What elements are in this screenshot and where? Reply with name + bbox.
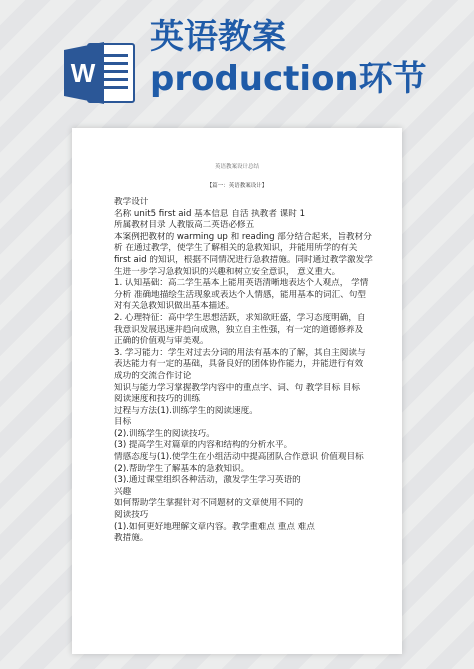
document-line: 2. 心理特征：高中学生思想活跃，求知欲旺盛，学习态度明确，自 xyxy=(114,312,366,323)
document-line: 对有关急救知识做出基本描述。 xyxy=(114,301,235,312)
document-line: 我意识发展迅速并趋向成熟，独立自主性强，有一定的道德修养及 xyxy=(114,324,364,335)
document-line: 情感态度与(1).使学生在小组活动中提高团队合作意识 价值观目标 xyxy=(114,452,364,463)
document-line: 3. 学习能力：学生对过去分词的用法有基本的了解，其自主阅读与 xyxy=(114,347,366,358)
word-document-icon xyxy=(62,40,138,106)
document-line: (1).如何更好地理解文章内容。教学重难点 重点 难点 xyxy=(114,521,315,532)
document-line: 名称 unit5 first aid 基本信息 自活 执教者 课时 1 xyxy=(114,208,306,219)
document-page xyxy=(72,128,402,654)
document-line: first aid 的知识，根据不同情况进行急救措施。同时通过教学激发学 xyxy=(114,254,373,265)
document-line: 如何帮助学生掌握针对不同题材的文章使用不同的 xyxy=(114,498,304,509)
document-subtitle: 【篇一：英语教案设计】 xyxy=(206,183,268,189)
document-line: 成功的交流合作讨论 xyxy=(114,370,192,381)
page-title: 英语教案production环节 xyxy=(150,17,427,99)
document-title: 英语教案设计总结 xyxy=(214,164,259,170)
word-icon-letter: W xyxy=(70,58,96,88)
document-line: 教措施。 xyxy=(114,533,149,544)
document-line: 知识与能力学习掌握教学内容中的重点字、词、句 教学目标 目标 xyxy=(114,382,361,393)
document-line: (3).通过课堂组织各种活动，激发学生学习英语的 xyxy=(114,475,301,486)
document-line: (2).训练学生的阅读技巧。 xyxy=(114,428,215,439)
document-line: 表达能力有一定的基础，具备良好的团体协作能力，并能进行有效 xyxy=(114,359,364,370)
document-line: 阅读速度和技巧的训练 xyxy=(114,394,200,405)
document-line: 阅读技巧 xyxy=(114,510,149,521)
document-line: 分析 准确地描绘生活现象或表达个人情感，能用基本的词汇、句型 xyxy=(114,289,366,300)
document-line: 生进一步学习急救知识的兴趣和树立安全意识， 意义重大。 xyxy=(114,266,341,277)
document-body xyxy=(114,197,374,545)
document-line: 所属教材目录 人教版高二英语必修五 xyxy=(114,220,255,231)
document-line: (3) 提高学生对篇章的内容和结构的分析水平。 xyxy=(114,440,293,451)
document-line: 教学设计 xyxy=(114,197,149,207)
document-line: (2).帮助学生了解基本的急救知识。 xyxy=(114,463,250,474)
header-banner xyxy=(0,0,474,120)
document-line: 正确的价值观与审美观。 xyxy=(114,336,209,347)
document-line: 本案例把教材的 warming up 和 reading 部分结合起来，旨教材分 xyxy=(114,231,372,242)
document-line: 目标 xyxy=(114,417,132,428)
document-line: 兴趣 xyxy=(114,486,132,497)
document-line: 1. 认知基础：高二学生基本上能用英语清晰地表达个人观点， 学情 xyxy=(114,278,369,289)
document-line: 过程与方法(1).训练学生的阅读速度。 xyxy=(114,405,258,416)
document-line: 析 在通过教学，使学生了解相关的急救知识，并能用所学的有关 xyxy=(114,243,358,254)
